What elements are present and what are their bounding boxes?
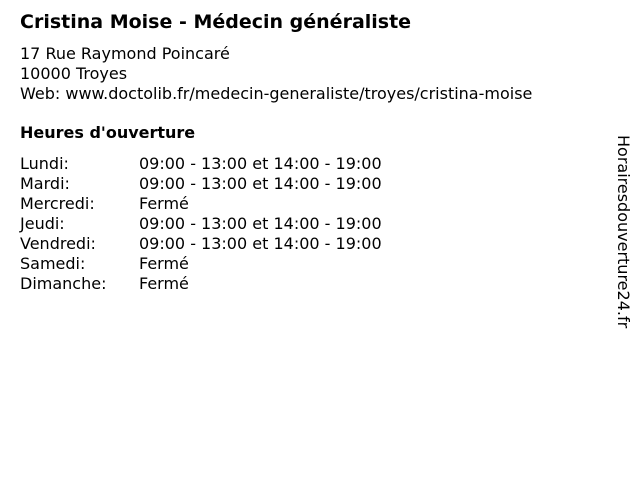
day-label: Jeudi:: [20, 214, 65, 233]
website-link: Web: www.doctolib.fr/medecin-generaliste/troyes/cristina-moise: [20, 84, 533, 103]
day-hours: Fermé: [139, 254, 189, 273]
day-label: Mardi:: [20, 174, 70, 193]
day-label: Mercredi:: [20, 194, 95, 213]
day-hours: 09:00 - 13:00 et 14:00 - 19:00: [139, 234, 382, 253]
day-hours: 09:00 - 13:00 et 14:00 - 19:00: [139, 174, 382, 193]
day-label: Vendredi:: [20, 234, 96, 253]
day-label: Dimanche:: [20, 274, 107, 293]
address-city: 10000 Troyes: [20, 64, 128, 83]
page-title: Cristina Moise - Médecin généraliste: [20, 11, 412, 33]
day-hours: Fermé: [139, 194, 189, 213]
day-hours: 09:00 - 13:00 et 14:00 - 19:00: [139, 154, 382, 173]
opening-hours-heading: Heures d'ouverture: [20, 123, 196, 142]
day-hours: Fermé: [139, 274, 189, 293]
address-block: [20, 44, 532, 104]
day-label: Samedi:: [20, 254, 86, 273]
address-street: 17 Rue Raymond Poincaré: [20, 44, 230, 63]
site-watermark: Horairesdouverture24.fr: [614, 135, 633, 329]
day-label: Lundi:: [20, 154, 69, 173]
day-hours: 09:00 - 13:00 et 14:00 - 19:00: [139, 214, 382, 233]
